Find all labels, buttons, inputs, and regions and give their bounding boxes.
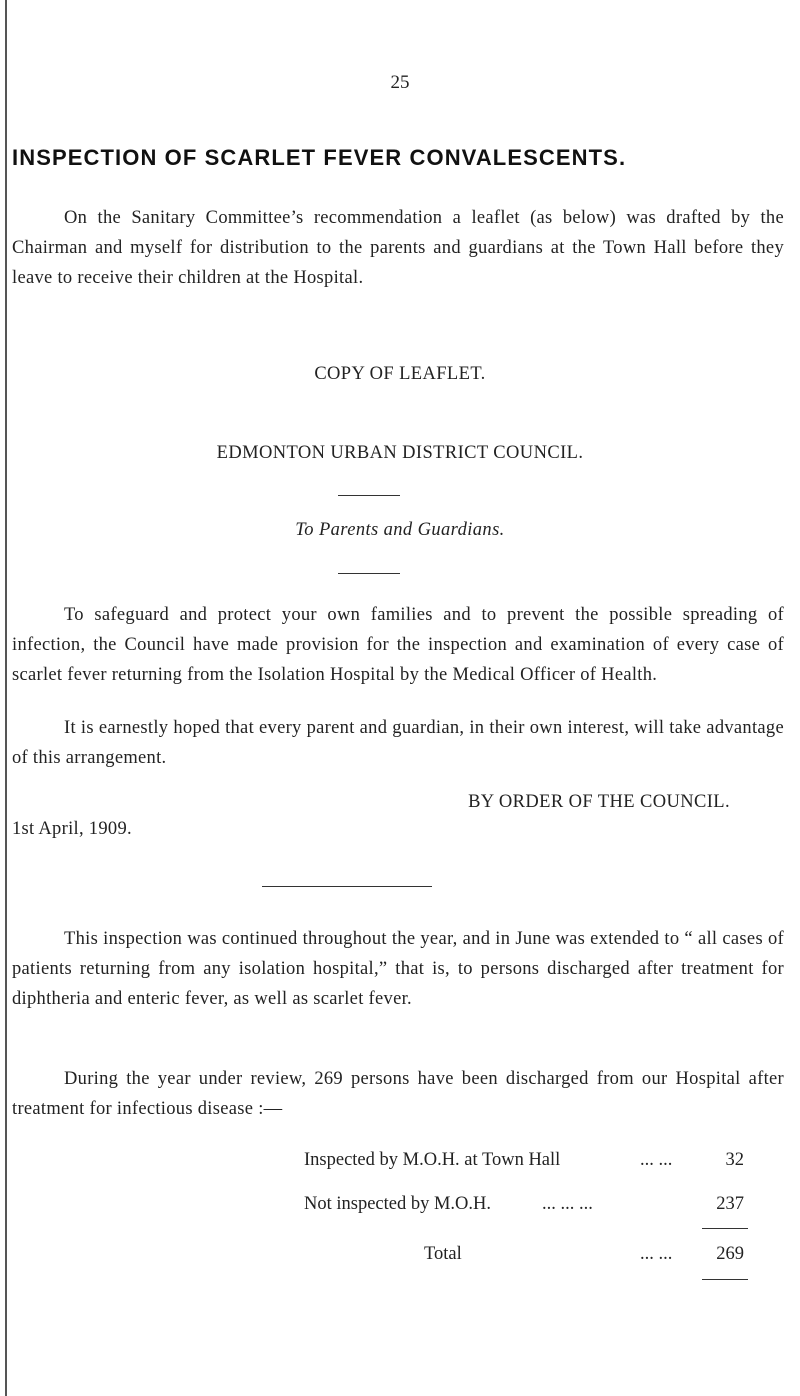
divider-short-2 — [338, 573, 400, 574]
table-total-leader: ... ... — [640, 1244, 673, 1264]
table-total-value: 269 — [716, 1244, 744, 1264]
table-row — [304, 1194, 744, 1224]
council-name: EDMONTON URBAN DISTRICT COUNCIL. — [216, 443, 584, 463]
table-row-leader: ... ... — [640, 1150, 673, 1170]
leaflet-date: 1st April, 1909. — [12, 819, 132, 839]
table-total-row — [304, 1244, 744, 1274]
table-row-value: 237 — [716, 1194, 744, 1214]
divider-long — [262, 886, 432, 887]
page-left-border — [5, 0, 7, 1396]
leaflet-copy-title: COPY OF LEAFLET. — [314, 364, 486, 384]
table-row-value: 32 — [725, 1150, 744, 1170]
paragraph-year-summary: During the year under review, 269 persons have been discharged from our Hospital after treatment for infectious disease :— — [12, 1069, 784, 1119]
paragraph-continued: This inspection was continued throughout the year, and in June was extended to “ all cases of patients returning from any isolation hospital,” that is, to persons discharged after treatment for diphtheria and enteric fever, as well as scarlet fever. — [12, 929, 784, 1009]
table-total-label: Total — [424, 1244, 462, 1264]
intro-paragraph: On the Sanitary Committee’s recommendation a leaflet (as below) was drafted by the Chairman and myself for distribution to the parents and guardians at the Town Hall before they leave to receive their children at the Hospital. — [12, 208, 784, 288]
leaflet-addressee: To Parents and Guardians. — [295, 520, 505, 540]
page-number: 25 — [390, 72, 410, 93]
divider-short-1 — [338, 495, 400, 496]
table-row-label: Not inspected by M.O.H. — [304, 1194, 492, 1214]
leaflet-paragraph-1: To safeguard and protect your own families and to prevent the possible spreading of infection, the Council have made provision for the inspection and examination of every case of scarlet fever returning from the Isolation Hospital by the Medical Officer of Health. — [12, 605, 784, 685]
table-row-leader: ... ... ... — [542, 1194, 593, 1214]
total-rule — [702, 1279, 748, 1280]
table-row-label: Inspected by M.O.H. at Town Hall — [304, 1150, 561, 1170]
sum-rule — [702, 1228, 748, 1229]
leaflet-signoff: BY ORDER OF THE COUNCIL. — [468, 792, 730, 812]
section-heading: INSPECTION OF SCARLET FEVER CONVALESCENTS. — [12, 145, 627, 170]
table-row — [304, 1150, 744, 1180]
leaflet-paragraph-2: It is earnestly hoped that every parent and guardian, in their own interest, will take advantage of this arrangement. — [12, 718, 784, 768]
